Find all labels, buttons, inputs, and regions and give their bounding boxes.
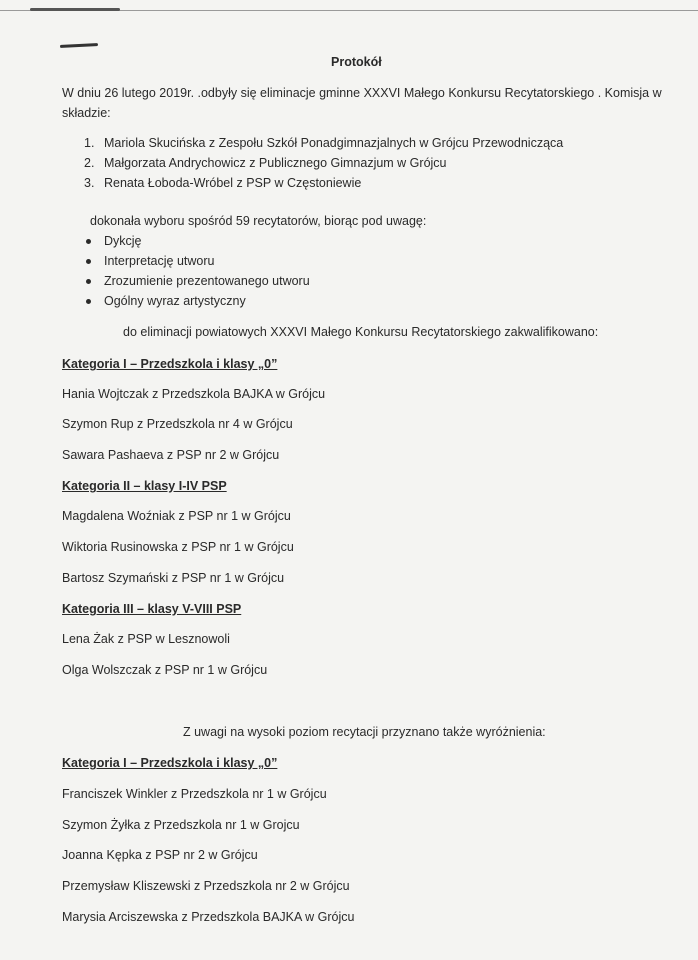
commission-member: Renata Łoboda-Wróbel z PSP w Częstoniewie [104,176,362,190]
participant-name: Magdalena Woźniak z PSP nr 1 w Grójcu [62,509,291,523]
bullet-icon [86,299,91,304]
category-heading: Kategoria I – Przedszkola i klasy „0” [62,756,278,770]
distinctions-intro: Z uwagi na wysoki poziom recytacji przyznano także wyróżnienia: [183,725,546,739]
participant-name: Wiktoria Rusinowska z PSP nr 1 w Grójcu [62,540,294,554]
criterion-item: Dykcję [104,234,142,248]
bullet-icon [86,279,91,284]
list-number: 3. [84,176,95,190]
participant-name: Szymon Rup z Przedszkola nr 4 w Grójcu [62,417,293,431]
distinction-name: Przemysław Kliszewski z Przedszkola nr 2 w Grójcu [62,879,350,893]
distinction-name: Marysia Arciszewska z Przedszkola BAJKA w Grójcu [62,910,355,924]
participant-name: Olga Wolszczak z PSP nr 1 w Grójcu [62,663,268,677]
bullet-icon [86,259,91,264]
commission-member: Małgorzata Andrychowicz z Publicznego Gimnazjum w Grójcu [104,156,447,170]
distinction-name: Joanna Kępka z PSP nr 2 w Grójcu [62,848,258,862]
distinction-name: Franciszek Winkler z Przedszkola nr 1 w Grójcu [62,787,327,801]
pen-mark [60,43,98,48]
intro-line-1: W dniu 26 lutego 2019r. .odbyły się eliminacje gminne XXXVI Małego Konkursu Recytatorskiego . Komisja w [62,86,662,100]
category-heading: Kategoria III – klasy V-VIII PSP [62,602,242,616]
category-heading: Kategoria II – klasy I-IV PSP [62,479,227,493]
participant-name: Hania Wojtczak z Przedszkola BAJKA w Grójcu [62,387,326,401]
document-title: Protokół [331,55,382,69]
list-number: 1. [84,136,95,150]
bullet-icon [86,239,91,244]
selection-text: dokonała wyboru spośród 59 recytatorów, biorąc pod uwagę: [90,214,427,228]
list-number: 2. [84,156,95,170]
distinction-name: Szymon Żyłka z Przedszkola nr 1 w Grojcu [62,818,300,832]
criterion-item: Ogólny wyraz artystyczny [104,294,246,308]
criterion-item: Zrozumienie prezentowanego utworu [104,274,310,288]
criterion-item: Interpretację utworu [104,254,215,268]
participant-name: Bartosz Szymański z PSP nr 1 w Grójcu [62,571,285,585]
participant-name: Lena Żak z PSP w Lesznowoli [62,632,230,646]
commission-member: Mariola Skucińska z Zespołu Szkół Ponadgimnazjalnych w Grójcu Przewodnicząca [104,136,564,150]
qualified-intro: do eliminacji powiatowych XXXVI Małego Konkursu Recytatorskiego zakwalifikowano: [123,325,599,339]
category-heading: Kategoria I – Przedszkola i klasy „0” [62,357,278,371]
scan-edge-mark [30,8,120,11]
participant-name: Sawara Pashaeva z PSP nr 2 w Grójcu [62,448,280,462]
intro-line-2: składzie: [62,106,111,120]
